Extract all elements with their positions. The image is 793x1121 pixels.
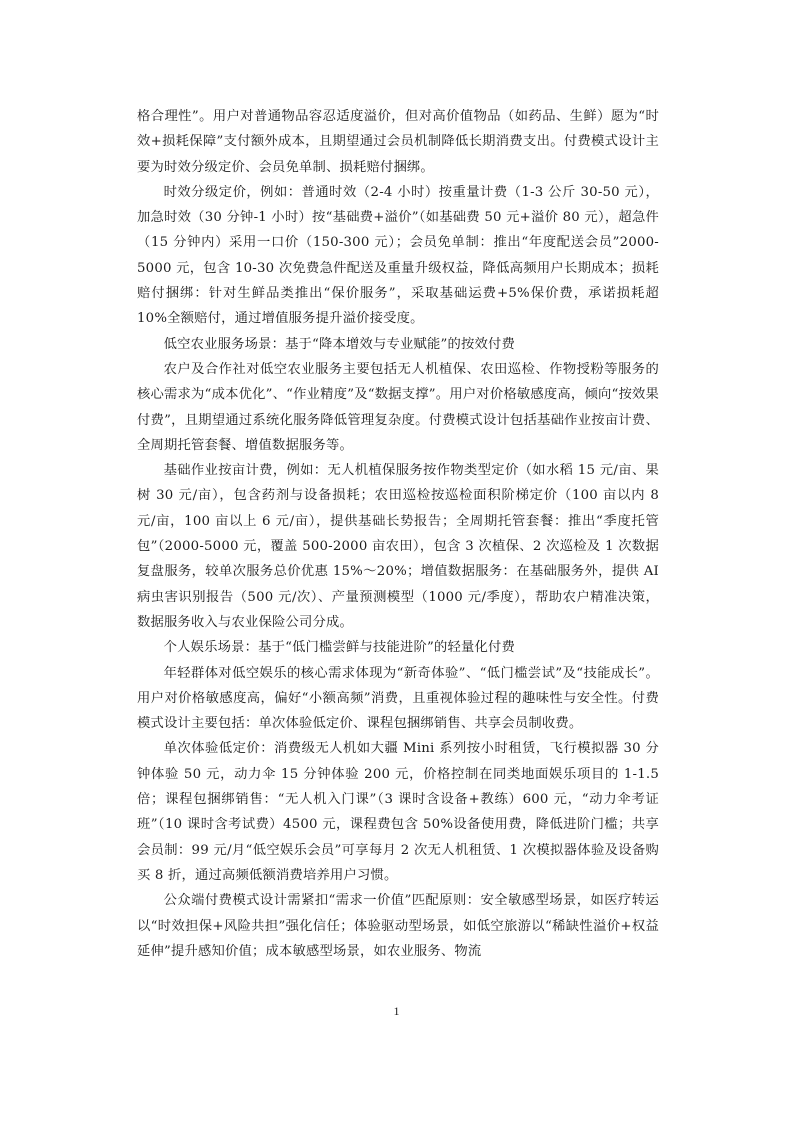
section-heading: 个人娱乐场景：基于“低门槛尝鲜与技能进阶”的轻量化付费 — [163, 640, 516, 656]
paragraph: 年轻群体对低空娱乐的核心需求体现为“新奇体验”、“低门槛尝试”及“技能成长”。用户对价格敏感度高，偏好“小额高频”消费，且重视体验过程的趣味性与安全性。付费模式设计主要包括：单次体验低定价、课程包捆绑销售、共享会员制收费。 — [137, 665, 659, 732]
section-heading: 低空农业服务场景：基于“降本增效与专业赋能”的按效付费 — [163, 336, 516, 352]
paragraph: 单次体验低定价：消费级无人机如大疆 Mini 系列按小时租赁，飞行模拟器 30 分钟体验 50 元，动力伞 15 分钟体验 200 元，价格控制在同类地面娱乐项目的 1-1.5 倍；课程包捆绑销售：“无人机入门课”（3 课时含设备+教练）600 元，“动力伞考证班”（10 课时含考试费）4500 元，课程费包含 50%设备使用费，降低进阶门槛；共享会员制：99 元/月“低空娱乐会员”可享每月 2 次无人机租赁、1 次模拟器体验及设备购买 8 折，通过高频低额消费培养用户习惯。 — [137, 741, 659, 883]
body-text — [137, 104, 659, 964]
paragraph: 基础作业按亩计费，例如：无人机植保服务按作物类型定价（如水稻 15 元/亩、果树 30 元/亩），包含药剂与设备损耗；农田巡检按巡检面积阶梯定价（100 亩以内 8 元/亩，100 亩以上 6 元/亩），提供基础长势报告；全周期托管套餐：推出“季度托管包”（2000-5000 元，覆盖 500-2000 亩农田），包含 3 次植保、2 次巡检及 1 次数据复盘服务，较单次服务总价优惠 15%～20%；增值数据服务：在基础服务外，提供 AI 病虫害识别报告（500 元/次）、产量预测模型（1000 元/季度），帮助农户精准决策，数据服务收入与农业保险公司分成。 — [137, 463, 659, 630]
paragraph-continued: 格合理性”。用户对普通物品容忍适度溢价，但对高价值物品（如药品、生鲜）愿为“时效+损耗保障”支付额外成本，且期望通过会员机制降低长期消费支出。付费模式设计主要为时效分级定价、会员免单制、损耗赔付捆绑。 — [137, 109, 659, 175]
paragraph: 农户及合作社对低空农业服务主要包括无人机植保、农田巡检、作物授粉等服务的核心需求为“成本优化”、“作业精度”及“数据支撑”。用户对价格敏感度高，倾向“按效果付费”，且期望通过系统化服务降低管理复杂度。付费模式设计包括基础作业按亩计费、全周期托管套餐、增值数据服务等。 — [137, 361, 659, 453]
page-number: 1 — [393, 1004, 400, 1018]
paragraph: 公众端付费模式设计需紧扣“需求一价值”匹配原则：安全敏感型场景，如医疗转运以“时效担保+风险共担”强化信任；体验驱动型场景，如低空旅游以“稀缺性溢价+权益延伸”提升感知价值；成本敏感型场景，如农业服务、物流 — [137, 893, 659, 959]
paragraph: 时效分级定价，例如：普通时效（2-4 小时）按重量计费（1-3 公斤 30-50 元），加急时效（30 分钟-1 小时）按“基础费+溢价”（如基础费 50 元+溢价 80 元），超急件（15 分钟内）采用一口价（150-300 元）；会员免单制：推出“年度配送会员”2000-5000 元，包含 10-30 次免费急件配送及重量升级权益，降低高频用户长期成本；损耗赔付捆绑：针对生鲜品类推出“保价服务”，采取基础运费+5%保价费，承诺损耗超 10%全额赔付，通过增值服务提升溢价接受度。 — [137, 184, 659, 327]
